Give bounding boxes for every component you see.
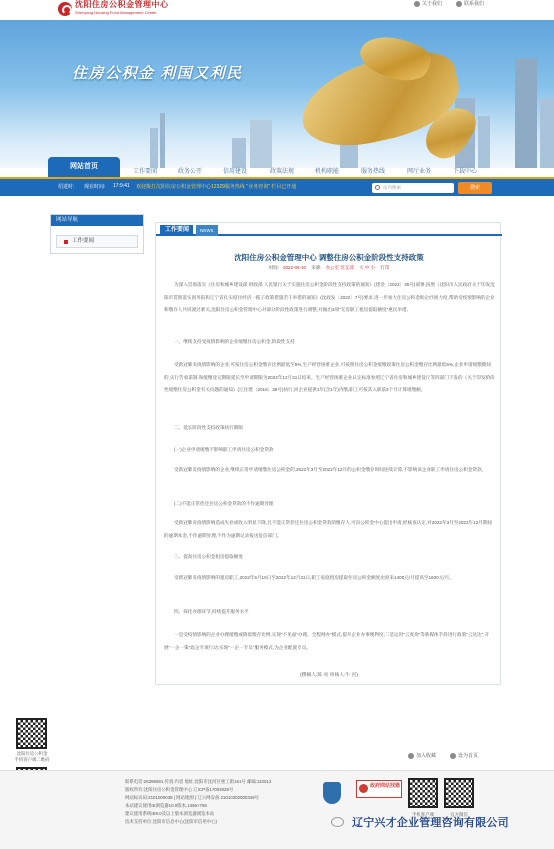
logo-icon xyxy=(58,2,72,16)
footer-contact: 联系电话:26396591 传真:内容 地址:沈阳市沈河区惠工街161号 邮编:110013 xyxy=(125,779,272,784)
heading-3: 三、提高住房公积金租房提取额度 xyxy=(174,554,243,559)
footer-ie-tip: 建议使用系统IE8.0及以上版本浏览器浏览本站 xyxy=(125,811,215,816)
footer-site-id[interactable]: 网站标识码:2101000038 | 网站地图 | 辽公网安备 21010302000349号 xyxy=(125,795,260,800)
info-bar xyxy=(0,177,554,196)
nav-gov-affairs[interactable]: 政务公开 xyxy=(178,169,203,175)
gov-error-report-badge[interactable]: 政府网站找错 xyxy=(356,780,402,798)
nav-credit[interactable]: 信用建设 xyxy=(223,169,248,175)
paragraph-intro: 为深入贯彻落实《住房和城乡建设部 财政部 人民银行关于实施住房公积金阶段性支持政策的通知》(建金〔2022〕45号)部署,按照《沈阳市人民政府关于印发沈阳市贯彻落实国务院和辽宁省扎实稳住经济一揽子政策措施若干举措的通知》(沈政发〔2022〕7号)要求,进一步加大住房公积金助企纾困力度,帮助受疫情影响的企业和缴存人共同渡过难关,沈阳住房公积金管理中心对部分阶段性政策进行调整,并做出3项"无房职工租房提取额度"惠民举措。 xyxy=(164,282,495,312)
top-bar xyxy=(0,0,554,20)
article-meta xyxy=(156,265,502,271)
banner-slogan: 住房公积金 利国又利民 xyxy=(72,65,243,82)
footer-browser-tip: 本站建议使用IE浏览器10.0版本,1366×768 xyxy=(125,803,207,808)
set-homepage-link[interactable]: 设为首页 xyxy=(450,752,478,759)
subheading-2-2: (二)不能正常偿还住房公积金贷款的不作逾期处理 xyxy=(174,501,274,506)
scrolling-notice[interactable]: 欢迎拨打沈阳住房公积金管理中心12329服务热线 "业务咨询" 栏目已开通 xyxy=(136,184,297,190)
nav-online[interactable]: 网厅业务 xyxy=(407,169,432,175)
nav-home[interactable]: 网站首页 xyxy=(48,157,120,177)
search-placeholder: 站内搜索 xyxy=(383,185,401,190)
hero-banner xyxy=(0,20,554,168)
wechat-icon xyxy=(331,817,344,827)
article-title: 沈阳住房公积金管理中心 调整住房公积金阶段性支持政策 xyxy=(234,253,424,262)
source-label: 来源: xyxy=(311,265,322,270)
paragraph-3: 受新冠肺炎疫情影响的租房职工,2022年6月10日至2022年12月31日,职工家庭租房提取住房公积金额度由原来1400元/月提高至1600元/月。 xyxy=(174,575,454,580)
tab-work-news[interactable]: 工作要闻 xyxy=(160,225,193,236)
print-link[interactable]: 打印 xyxy=(380,265,390,270)
phone-icon xyxy=(456,1,462,7)
sidebar xyxy=(50,214,144,254)
article-tab-bar xyxy=(156,223,502,236)
footer-tech-support: 技术支持单位:沈阳市信息中心(沈阳市信用中心) xyxy=(125,819,217,824)
logo-subtitle: Shenyang Housing Fund Management Center xyxy=(75,10,157,15)
date-label: 招进时: xyxy=(58,184,75,190)
font-size-switch[interactable]: 大 中 小 xyxy=(359,265,376,270)
heading-1: 一、继续支持受疫情影响的企业缓缴住房公积金,阶段性支持 xyxy=(174,339,295,344)
footer-wechat-qr xyxy=(444,778,474,808)
sidebar-item-work-news[interactable]: 工作要闻 xyxy=(56,235,138,248)
subheading-2-1: (一)企业申请缓缴不影响职工申请住房公积金贷款 xyxy=(174,447,274,452)
search-button[interactable]: 搜索 xyxy=(458,182,492,194)
logo-title: 沈阳住房公积金管理中心 xyxy=(75,0,169,9)
article-signature: (撰稿人:陈 亮 审核人:牛 宫) xyxy=(300,673,358,678)
nav-policy[interactable]: 政策法规 xyxy=(270,169,295,175)
main-nav xyxy=(0,163,554,177)
article-panel xyxy=(155,222,501,685)
paragraph-2-1: 受新冠肺炎疫情影响的企业,继续正常申请缓缴住房公积金的,2022年3月至2022年12月的公积金缴存时间连续计算,不影响该企业职工申请住房公积金贷款。 xyxy=(174,467,487,472)
footer-wechat-qr-caption: 官方微信 xyxy=(450,812,468,817)
nav-functions[interactable]: 机构职能 xyxy=(315,169,340,175)
home-icon xyxy=(450,753,456,759)
heading-4: 四、简化办理环节,持续提升服务水平 xyxy=(174,609,249,614)
heading-2: 二、延长阶段性支持政策执行期限 xyxy=(174,425,243,430)
time-label: 现在时间: xyxy=(84,184,106,190)
star-icon xyxy=(408,753,414,759)
nav-work-news[interactable]: 工作要闻 xyxy=(133,169,158,175)
sidebar-title: 网站导航 xyxy=(51,215,143,226)
search-input[interactable] xyxy=(372,183,454,193)
date-label: 时间: xyxy=(268,265,279,270)
paragraph-4: 一是受疫情影响的企业办理缓缴或降低缴存比例,实现"不见面"办理、全程网办"模式,提升企业办事便利度;二是运用"云查询"等新媒体手段进行政策"云送达",开展"一企一策"政企专项行动,实现"一企一专员"服务模式,为企业配置专员。 xyxy=(164,632,490,650)
footer-app-qr-caption: 手机客户端 xyxy=(412,812,434,817)
tab-news-en: NEWS xyxy=(196,225,218,236)
contact-us-link[interactable]: 联系我们 xyxy=(456,0,484,7)
info-icon xyxy=(414,1,420,7)
nav-downloads[interactable]: 下载中心 xyxy=(453,169,478,175)
about-us-link[interactable]: 关于我们 xyxy=(414,0,442,7)
footer-app-qr xyxy=(408,778,438,808)
paragraph-1: 受新冠肺炎疫情影响的企业,可按住房公积金缴存比例最低至5%,生产经营困难企业,可按照住房公积金缓缴政策住房公积金缴存比例最低5%;企业申请缓缴期间的,实行告承诺制,和缓缴登记期限延长至申请期限为2022年12月31日结束。生产经营困难企业认定标准参照辽宁省住房和城乡建设厅等四部门下发的《关于印发阶段性缓缴住房公积金有关问题的通知》(辽住建〔2016〕39号)执行,同企业提供1年(含1年)内缴,职工可按其入职前3个月计算缓缴额。 xyxy=(164,362,495,392)
current-time: 17:9:41 xyxy=(113,183,130,189)
site-logo[interactable] xyxy=(58,1,169,17)
watermark-text: 辽宁兴才企业管理咨询有限公司 xyxy=(352,817,509,829)
add-favorite-link[interactable]: 加入收藏 xyxy=(408,752,436,759)
nav-hotline[interactable]: 服务热线 xyxy=(361,169,386,175)
article-source: 办公室 党支部 xyxy=(325,265,354,270)
search-icon xyxy=(375,185,380,190)
article-date: 2022-06-10 xyxy=(282,265,306,270)
gov-shield-badge[interactable] xyxy=(323,782,341,804)
app-qr-code xyxy=(16,718,47,749)
app-qr-caption: 沈阳住房公积金 手机客户端二维码 xyxy=(14,751,50,762)
footer-copyright[interactable]: 版权所有:沈阳住房公积金管理中心 辽ICP备17003025号 xyxy=(125,787,234,792)
paragraph-2-2: 受新冠肺炎疫情影响造成失业或收入明显下降,且不能正常偿还住房公积金贷款的缴存人,可向公积金中心提出申请,经核查认定,对2022年3月至2022年12月期间的逾期本金,不作逾期处理,不作为逾期记录报送征信部门。 xyxy=(164,520,493,538)
